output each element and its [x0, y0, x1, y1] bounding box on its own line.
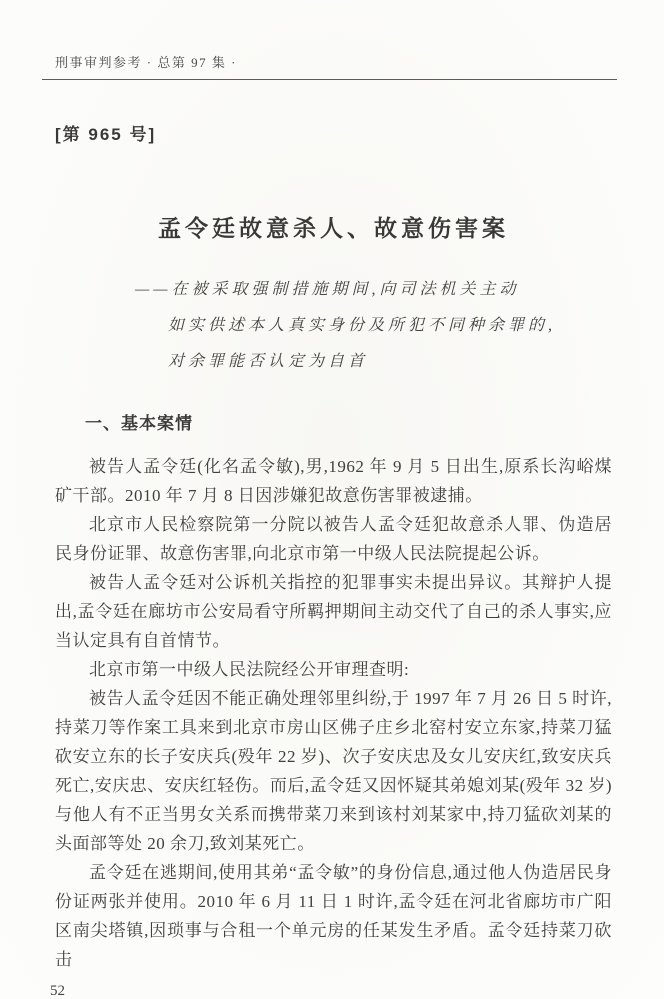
subtitle-line-1: ——在被采取强制措施期间,向司法机关主动	[135, 281, 520, 298]
body-paragraph-6: 孟令廷在逃期间,使用其弟“孟令敏”的身份信息,通过他人伪造居民身份证两张并使用。2010 年 6 月 11 日 1 时许,孟令廷在河北省廊坊市广阳区南尖塔镇,因琐事与合租一个单元房的任某发生矛盾。孟令廷持菜刀砍击	[55, 863, 612, 969]
subtitle-line-3: 对余罪能否认定为自首	[168, 353, 369, 370]
article-title: 孟令廷故意杀人、故意伤害案	[158, 215, 509, 241]
subtitle-line-2: 如实供述本人真实身份及所犯不同种余罪的,	[168, 317, 557, 334]
body-paragraph-4: 北京市第一中级人民法院经公开审理查明:	[89, 660, 410, 679]
body-paragraph-1: 被告人孟令廷(化名孟令敏),男,1962 年 9 月 5 日出生,原系长沟峪煤矿干部。2010 年 7 月 8 日因涉嫌犯故意伤害罪被逮捕。	[55, 457, 612, 505]
case-number: [第 965 号]	[55, 125, 157, 144]
article-subtitle	[55, 272, 612, 380]
body-text	[55, 452, 612, 974]
header-rule-divider	[42, 79, 617, 80]
body-paragraph-5: 被告人孟令廷因不能正确处理邻里纠纷,于 1997 年 7 月 26 日 5 时许,持菜刀等作案工具来到北京市房山区佛子庄乡北窑村安立东家,持菜刀猛砍安立东的长子安庆兵(殁年 22 岁)、次子安庆忠及女儿安庆红,致安庆兵死亡,安庆忠、安庆红轻伤。而后,孟令廷又因怀疑其弟媳刘某(殁年 32 岁)与他人有不正当男女关系而携带菜刀来到该村刘某家中,持刀猛砍刘某的头面部等处 20 余刀,致刘某死亡。	[55, 689, 612, 853]
body-paragraph-3: 被告人孟令廷对公诉机关指控的犯罪事实未提出异议。其辩护人提出,孟令廷在廊坊市公安局看守所羁押期间主动交代了自己的杀人事实,应当认定具有自首情节。	[55, 573, 612, 650]
section-heading-basic-facts: 一、基本案情	[85, 414, 193, 433]
body-paragraph-2: 北京市人民检察院第一分院以被告人孟令廷犯故意杀人罪、伪造居民身份证罪、故意伤害罪,向北京市第一中级人民法院提起公诉。	[55, 515, 612, 563]
running-header: 刑事审判参考 · 总第 97 集 ·	[55, 55, 237, 70]
page-number: 52	[50, 983, 65, 999]
